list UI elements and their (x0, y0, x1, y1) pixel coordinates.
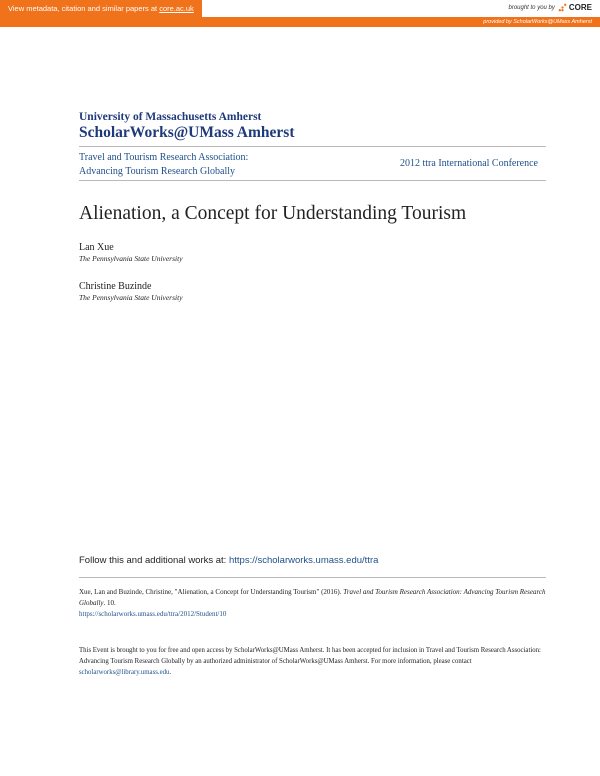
paper-title: Alienation, a Concept for Understanding Tourism (79, 203, 467, 224)
divider-top (79, 146, 546, 147)
series-link[interactable] (79, 151, 309, 179)
repository-name[interactable]: ScholarWorks@UMass Amherst (79, 124, 295, 141)
contact-email-link[interactable]: scholarworks@library.umass.edu (79, 669, 170, 676)
core-logo[interactable] (558, 3, 592, 12)
author-affiliation: The Pennsylvania State University (79, 293, 183, 302)
view-metadata-banner[interactable] (0, 0, 202, 17)
university-name[interactable]: University of Massachusetts Amherst (79, 111, 262, 123)
conference-link[interactable]: 2012 ttra International Conference (400, 158, 538, 169)
author-2 (79, 280, 379, 303)
notice-text: This Event is brought to you for free and open access by ScholarWorks@UMass Amherst. It has been accepted for inclusion in Travel and Tourism Research Association: Advancing Tourism Research Globally by an authorized administrator of ScholarWorks@UMass Amherst. For more information, please contact (79, 647, 541, 665)
author-1 (79, 241, 379, 264)
brought-to-you (509, 3, 593, 12)
core-logo-icon (558, 3, 567, 12)
brought-text: brought to you by (508, 4, 555, 11)
institution-header (79, 110, 539, 142)
access-notice (79, 645, 549, 678)
citation-number: . 10. (103, 599, 116, 607)
author-affiliation: The Pennsylvania State University (79, 254, 183, 263)
follow-line (79, 555, 378, 567)
view-metadata-text: View metadata, citation and similar papers at (8, 4, 160, 13)
notice-end: . (169, 669, 172, 676)
core-link[interactable]: core.ac.uk (159, 4, 194, 13)
follow-text: Follow this and additional works at: (79, 555, 229, 566)
core-logo-text: CORE (568, 3, 592, 12)
follow-link[interactable]: https://scholarworks.umass.edu/ttra (228, 555, 379, 566)
recommended-citation (79, 587, 549, 620)
citation-link[interactable]: https://scholarworks.umass.edu/ttra/2012/Student/10 (79, 610, 227, 618)
citation-journal: Travel and Tourism Research Association: Advancing Tourism Research Globally (79, 588, 546, 607)
divider-citation (79, 577, 546, 578)
citation-lead: Xue, Lan and Buzinde, Christine, "Alienation, a Concept for Understanding Tourism" (2016). (79, 588, 344, 596)
author-name: Lan Xue (79, 242, 114, 253)
series-line-1: Travel and Tourism Research Association: (79, 152, 249, 163)
core-banner (0, 0, 600, 28)
series-line-2: Advancing Tourism Research Globally (79, 166, 236, 177)
author-name: Christine Buzinde (79, 281, 152, 292)
provided-by: provided by ScholarWorks@UMass Amherst (483, 19, 592, 25)
divider-bottom (79, 180, 546, 181)
